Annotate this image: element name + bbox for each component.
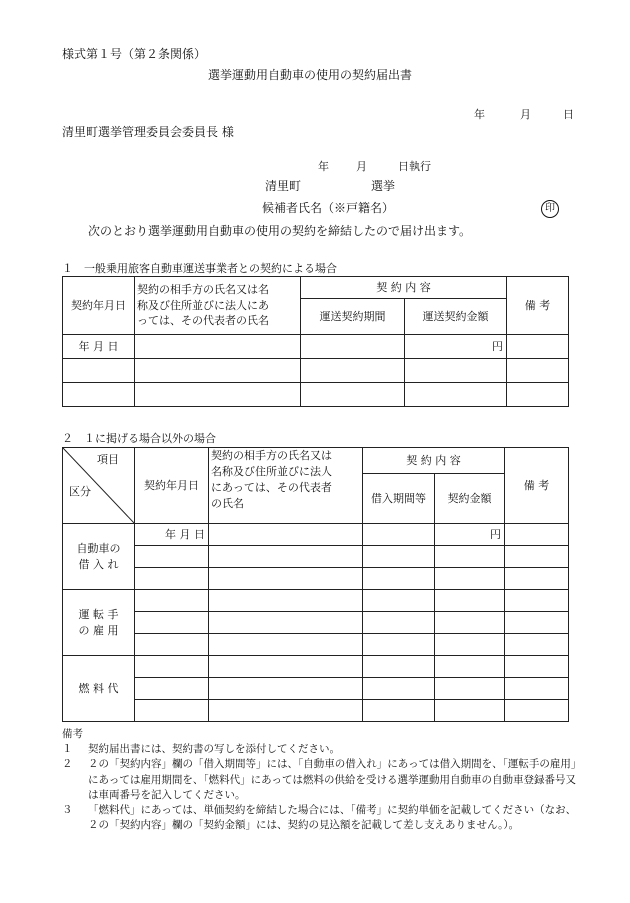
s2-amount-cell[interactable]: 円	[435, 524, 505, 546]
s2-amount-cell[interactable]	[435, 612, 505, 634]
s2-amount-cell[interactable]	[435, 656, 505, 678]
table-row	[63, 335, 569, 359]
s1-header-contract: 契 約 内 容	[301, 277, 507, 299]
s2-date-cell[interactable]: 年 月 日	[135, 524, 209, 546]
table-row	[63, 590, 569, 612]
s2-amount-cell[interactable]	[435, 634, 505, 656]
s1-date-cell[interactable]	[63, 383, 135, 407]
s1-period-cell[interactable]	[301, 383, 405, 407]
s2-period-cell[interactable]	[363, 590, 435, 612]
table-row	[63, 634, 569, 656]
s2-header-remarks: 備 考	[505, 448, 569, 524]
s1-date-cell[interactable]	[63, 359, 135, 383]
s2-period-cell[interactable]	[363, 656, 435, 678]
s1-header-amount: 運送契約金額	[405, 299, 507, 335]
s1-remarks-cell[interactable]	[507, 383, 569, 407]
s2-remarks-cell[interactable]	[505, 568, 569, 590]
s2-date-cell[interactable]	[135, 612, 209, 634]
s1-amount-cell[interactable]	[405, 359, 507, 383]
s2-party-cell[interactable]	[209, 546, 363, 568]
s1-period-cell[interactable]	[301, 359, 405, 383]
election-year-label: 年	[318, 160, 329, 173]
s1-period-cell[interactable]	[301, 335, 405, 359]
s2-period-cell[interactable]	[363, 524, 435, 546]
section1-table	[62, 276, 569, 407]
s1-party-cell[interactable]	[135, 359, 301, 383]
table-row	[63, 524, 569, 546]
s2-party-line-4: の氏名	[211, 496, 244, 510]
form-number: 様式第１号（第２条関係）	[62, 47, 207, 61]
s2-header-contract: 契 約 内 容	[363, 448, 505, 474]
s2-amount-cell[interactable]	[435, 546, 505, 568]
s2-party-cell[interactable]	[209, 612, 363, 634]
table-row	[63, 612, 569, 634]
seal-mark: 印	[541, 200, 559, 218]
candidate-name-label: 候補者氏名（※戸籍名）	[262, 201, 395, 215]
note-item	[62, 742, 582, 757]
note-text: ２の「契約内容」欄の「借入期間等」には、「自動車の借入れ」にあっては借入期間を、「運転手の雇用」にあっては雇用期間を、「燃料代」にあっては燃料の供給を受ける選挙運動用自動車の自動車登録番号又は車両番号を記入してください。	[88, 758, 582, 801]
table-row	[63, 546, 569, 568]
s2-remarks-cell[interactable]	[505, 634, 569, 656]
note-text: 「燃料代」にあっては、単価契約を締結した場合には、「備考」に契約単価を記載してください（なお、２の「契約内容」欄の「契約金額」には、契約の見込額を記載して差し支えありません。）。	[88, 804, 577, 832]
page-title: 選挙運動用自動車の使用の契約届出書	[208, 68, 413, 82]
date-month-label: 月	[520, 108, 531, 121]
s2-category-label: 燃 料 代	[78, 681, 119, 695]
note-number: １	[62, 743, 73, 756]
s2-amount-cell[interactable]	[435, 590, 505, 612]
s2-date-cell[interactable]	[135, 700, 209, 722]
s2-period-cell[interactable]	[363, 700, 435, 722]
s2-party-cell[interactable]	[209, 634, 363, 656]
s1-header-date: 契約年月日	[63, 277, 135, 335]
election-suffix: 選挙	[371, 179, 396, 193]
table-row	[63, 678, 569, 700]
s2-party-line-1: 契約の相手方の氏名又は	[211, 449, 332, 462]
note-number: ２	[62, 758, 73, 771]
s2-period-cell[interactable]	[363, 634, 435, 656]
s2-period-cell[interactable]	[363, 568, 435, 590]
s2-header-date: 契約年月日	[135, 448, 209, 524]
note-item	[62, 757, 582, 803]
s2-category-label: の 雇 用	[78, 623, 119, 637]
s2-category-label: 運 転 手	[78, 607, 119, 621]
date-day-label: 日	[563, 108, 574, 121]
s1-header-period: 運送契約期間	[301, 299, 405, 335]
s2-category-fuel	[63, 656, 135, 722]
s2-party-cell[interactable]	[209, 524, 363, 546]
table-row	[63, 383, 569, 407]
s2-category-driver-employment	[63, 590, 135, 656]
table-row	[63, 700, 569, 722]
table-row	[63, 359, 569, 383]
s1-amount-cell[interactable]: 円	[405, 335, 507, 359]
table-row	[63, 656, 569, 678]
s2-party-line-2: 名称及び住所並びに法人	[211, 464, 332, 478]
intro-text: 次のとおり選挙運動用自動車の使用の契約を締結したので届け出ます。	[88, 224, 472, 238]
s1-party-line-3: っては、その代表者の氏名	[137, 314, 269, 328]
s1-remarks-cell[interactable]	[507, 335, 569, 359]
note-number: ３	[62, 804, 73, 817]
s2-party-cell[interactable]	[209, 590, 363, 612]
s2-date-cell[interactable]	[135, 634, 209, 656]
s2-date-cell[interactable]	[135, 656, 209, 678]
section2-table	[62, 447, 569, 722]
notes-title: 備考	[62, 728, 83, 740]
s2-header-period: 借入期間等	[363, 474, 435, 524]
s2-party-cell[interactable]	[209, 656, 363, 678]
s1-party-line-1: 契約の相手方の氏名又は名	[137, 282, 269, 296]
s2-date-cell[interactable]	[135, 590, 209, 612]
s2-remarks-cell[interactable]	[505, 546, 569, 568]
s2-party-cell[interactable]	[209, 700, 363, 722]
s1-header-party	[135, 277, 301, 335]
s2-remarks-cell[interactable]	[505, 612, 569, 634]
addressee: 清里町選挙管理委員会委員長 様	[62, 125, 234, 139]
s1-date-cell[interactable]: 年 月 日	[63, 335, 135, 359]
s2-remarks-cell[interactable]	[505, 524, 569, 546]
s2-date-cell[interactable]	[135, 568, 209, 590]
s2-corner-cell	[63, 448, 135, 524]
note-item	[62, 803, 582, 833]
s2-remarks-cell[interactable]	[505, 700, 569, 722]
table-row	[63, 568, 569, 590]
notes-section	[62, 727, 582, 834]
s1-party-cell[interactable]	[135, 383, 301, 407]
s2-remarks-cell[interactable]	[505, 590, 569, 612]
s2-period-cell[interactable]	[363, 546, 435, 568]
town-name: 清里町	[265, 179, 302, 193]
s1-party-line-2: 称及び住所並びに法人にあ	[137, 298, 269, 312]
s2-party-cell[interactable]	[209, 568, 363, 590]
election-execution-label: 日執行	[398, 160, 431, 173]
s2-category-label: 自動車の	[76, 541, 121, 555]
note-text: 契約届出書には、契約書の写しを添付してください。	[88, 743, 340, 756]
election-month-label: 月	[356, 160, 367, 173]
s2-date-cell[interactable]	[135, 678, 209, 700]
s2-corner-item: 項目	[97, 453, 119, 466]
s2-category-vehicle-rental	[63, 524, 135, 590]
s2-remarks-cell[interactable]	[505, 656, 569, 678]
s2-amount-cell[interactable]	[435, 678, 505, 700]
s2-remarks-cell[interactable]	[505, 678, 569, 700]
s1-party-cell[interactable]	[135, 335, 301, 359]
s2-party-line-3: にあっては、その代表者	[211, 480, 332, 494]
s2-party-cell[interactable]	[209, 678, 363, 700]
s2-date-cell[interactable]	[135, 546, 209, 568]
s2-amount-cell[interactable]	[435, 700, 505, 722]
section1-heading: １ 一般乗用旅客自動車運送事業者との契約による場合	[62, 262, 337, 275]
date-year-label: 年	[474, 108, 485, 121]
s1-header-remarks: 備 考	[507, 277, 569, 335]
s1-remarks-cell[interactable]	[507, 359, 569, 383]
s1-amount-cell[interactable]	[405, 383, 507, 407]
s2-period-cell[interactable]	[363, 678, 435, 700]
s2-category-label: 借 入 れ	[78, 557, 119, 571]
s2-period-cell[interactable]	[363, 612, 435, 634]
s2-amount-cell[interactable]	[435, 568, 505, 590]
s2-corner-category: 区分	[69, 485, 91, 498]
s2-header-amount: 契約金額	[435, 474, 505, 524]
section2-heading: ２ １に掲げる場合以外の場合	[62, 432, 216, 445]
s2-header-party	[209, 448, 363, 524]
